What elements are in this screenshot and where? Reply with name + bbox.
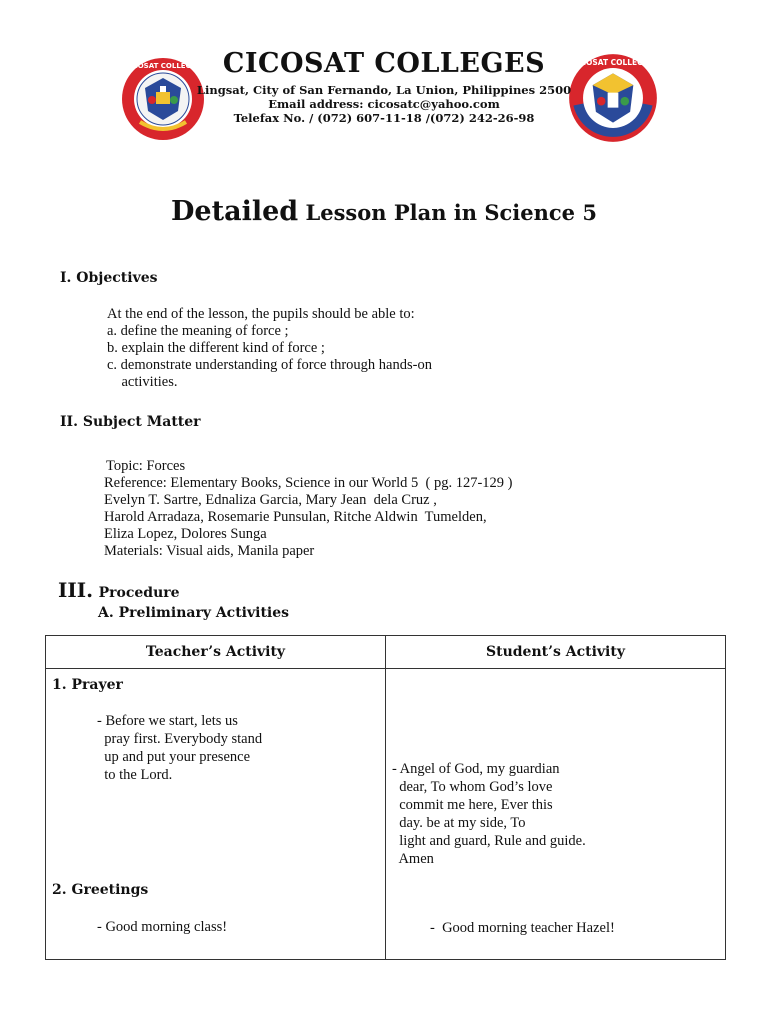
objectives-heading: I. Objectives	[60, 270, 158, 286]
objectives-line: activities.	[107, 374, 178, 390]
subject-matter-line: Materials: Visual aids, Manila paper	[104, 543, 315, 559]
student-prayer-line: - Angel of God, my guardian	[392, 761, 560, 777]
procedure-heading	[58, 578, 180, 602]
subject-matter-line: Evelyn T. Sartre, Ednaliza Garcia, Mary Jean dela Cruz ,	[104, 492, 437, 508]
activity-table	[45, 635, 726, 960]
college-name: CICOSAT COLLEGES	[222, 48, 546, 79]
student-greeting: - Good morning teacher Hazel!	[430, 920, 615, 936]
objectives-line: a. define the meaning of force ;	[107, 323, 289, 339]
subject-matter-heading: II. Subject Matter	[60, 414, 201, 430]
subject-matter-line: Reference: Elementary Books, Science in our World 5 ( pg. 127-129 )	[104, 475, 513, 491]
objectives-list	[107, 306, 432, 391]
subject-matter-list	[104, 458, 512, 560]
teacher-prayer	[97, 712, 262, 784]
student-prayer-line: commit me here, Ever this	[392, 797, 553, 813]
objectives-line: b. explain the different kind of force ;	[107, 340, 325, 356]
student-prayer-line: day. be at my side, To	[392, 815, 526, 831]
title-rest: Lesson Plan in Science 5	[298, 200, 597, 225]
title-first-word: Detailed	[171, 196, 299, 227]
procedure-title: Procedure	[98, 585, 180, 601]
logo-text-left: CICOSAT COLLEGES	[124, 62, 202, 70]
teacher-column-header: Teacher’s Activity	[46, 636, 386, 669]
document-title	[0, 196, 768, 227]
teacher-greeting: - Good morning class!	[97, 919, 228, 935]
table-header-row	[46, 636, 726, 669]
procedure-roman: III.	[58, 578, 94, 602]
objectives-line: At the end of the lesson, the pupils should be able to:	[107, 306, 415, 322]
teacher-prayer-line: pray first. Everybody stand	[97, 731, 263, 747]
logo-text-right: CICOSAT COLLEGES	[572, 57, 654, 67]
subject-matter-line: Harold Arradaza, Rosemarie Punsulan, Ritche Aldwin Tumelden,	[104, 509, 487, 525]
college-telefax: Telefax No. / (072) 607-11-18 /(072) 242-26-98	[233, 111, 535, 125]
teacher-prayer-line: - Before we start, lets us	[97, 713, 238, 729]
student-prayer	[392, 760, 586, 868]
teacher-prayer-line: to the Lord.	[97, 767, 173, 783]
student-column-header: Student’s Activity	[386, 636, 726, 669]
preliminary-heading: A. Preliminary Activities	[98, 605, 290, 621]
student-cell	[386, 669, 726, 960]
college-email: Email address: cicosatc@yahoo.com	[268, 97, 500, 111]
teacher-cell	[46, 669, 386, 960]
student-prayer-line: light and guard, Rule and guide.	[392, 833, 586, 849]
student-prayer-line: dear, To whom God’s love	[392, 779, 553, 795]
teacher-prayer-line: up and put your presence	[97, 749, 251, 765]
college-address: Lingsat, City of San Fernando, La Union, Philippines 2500	[196, 83, 572, 97]
greetings-label: 2. Greetings	[52, 882, 149, 898]
objectives-line: c. demonstrate understanding of force through hands-on	[107, 357, 432, 373]
subject-matter-line: Eliza Lopez, Dolores Sunga	[104, 526, 267, 542]
student-prayer-line: Amen	[392, 851, 434, 867]
table-row	[46, 669, 726, 960]
subject-matter-line: Topic: Forces	[106, 458, 186, 474]
prayer-label: 1. Prayer	[52, 677, 123, 693]
